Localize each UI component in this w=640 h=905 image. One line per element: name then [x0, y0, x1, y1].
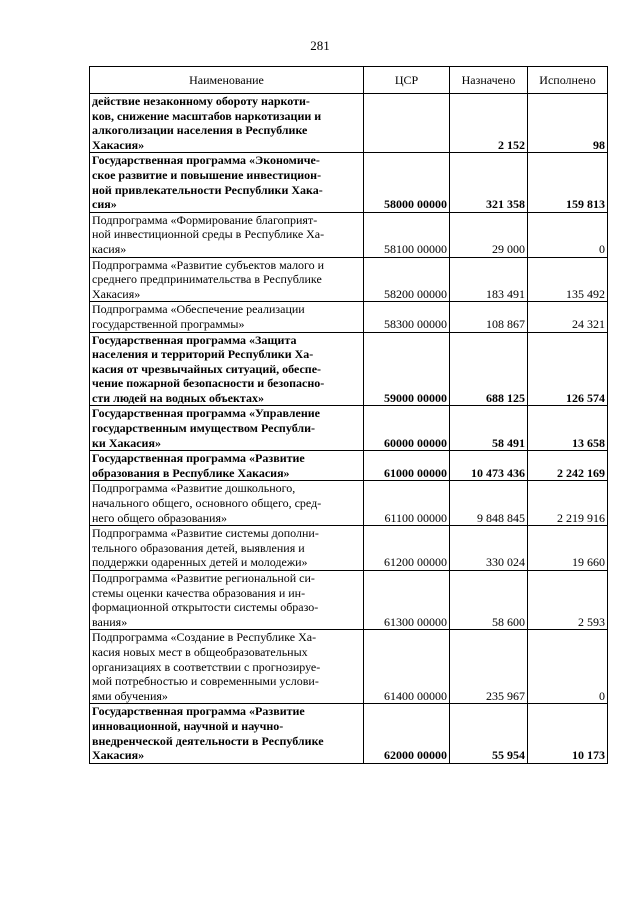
table-row: [90, 406, 608, 451]
row-planned-cell: 58 491: [450, 406, 528, 451]
header-executed: Исполнено: [528, 67, 608, 94]
row-code-cell: 61100 00000: [364, 481, 450, 526]
row-planned-cell: 235 967: [450, 630, 528, 704]
table-row: [90, 704, 608, 763]
row-name-cell: Государственная программа «Развитие инновационной, научной и научно- внедренческой деятельности в Республике Хакасия»: [90, 704, 364, 763]
row-planned-cell: 29 000: [450, 212, 528, 257]
row-code-cell: 61300 00000: [364, 571, 450, 630]
row-code-cell: 61200 00000: [364, 526, 450, 571]
table-row: [90, 571, 608, 630]
row-code-cell: 58000 00000: [364, 153, 450, 212]
row-code-cell: 60000 00000: [364, 406, 450, 451]
table-header-row: [90, 67, 608, 94]
row-executed-cell: 159 813: [528, 153, 608, 212]
table-row: [90, 94, 608, 153]
row-executed-cell: 19 660: [528, 526, 608, 571]
table-row: [90, 451, 608, 481]
row-executed-cell: 2 593: [528, 571, 608, 630]
row-executed-cell: 10 173: [528, 704, 608, 763]
row-planned-cell: 10 473 436: [450, 451, 528, 481]
row-code-cell: 59000 00000: [364, 332, 450, 406]
row-executed-cell: 0: [528, 212, 608, 257]
row-code-cell: [364, 94, 450, 153]
row-name-cell: Подпрограмма «Развитие субъектов малого и среднего предпринимательства в Республике Хакасия»: [90, 257, 364, 302]
row-name-cell: Подпрограмма «Обеспечение реализации государственной программы»: [90, 302, 364, 332]
row-executed-cell: 135 492: [528, 257, 608, 302]
row-executed-cell: 0: [528, 630, 608, 704]
table-body: [90, 94, 608, 764]
row-name-cell: Государственная программа «Экономиче- ское развитие и повышение инвестицион- ной привлекательности Республики Хака- сия»: [90, 153, 364, 212]
page-number: 281: [310, 38, 330, 53]
row-name-cell: Государственная программа «Защита населения и территорий Республики Ха- касия от чрезвычайных ситуаций, обеспе- чение пожарной безопасности и безопасно- сти людей на водных объектах»: [90, 332, 364, 406]
row-planned-cell: 108 867: [450, 302, 528, 332]
header-planned: Назначено: [450, 67, 528, 94]
table-row: [90, 630, 608, 704]
row-planned-cell: 9 848 845: [450, 481, 528, 526]
table-row: [90, 481, 608, 526]
row-code-cell: 58300 00000: [364, 302, 450, 332]
row-name-cell: Подпрограмма «Развитие региональной си- стемы оценки качества образования и ин- формационной открытости системы образо- вания»: [90, 571, 364, 630]
row-name-cell: Государственная программа «Развитие образования в Республике Хакасия»: [90, 451, 364, 481]
row-code-cell: 58100 00000: [364, 212, 450, 257]
row-executed-cell: 98: [528, 94, 608, 153]
row-code-cell: 62000 00000: [364, 704, 450, 763]
row-name-cell: Подпрограмма «Развитие системы дополни- тельного образования детей, выявления и поддержки одаренных детей и молодежи»: [90, 526, 364, 571]
row-executed-cell: 2 219 916: [528, 481, 608, 526]
row-executed-cell: 2 242 169: [528, 451, 608, 481]
row-planned-cell: 688 125: [450, 332, 528, 406]
row-name-cell: Подпрограмма «Формирование благоприят- ной инвестиционной среды в Республике Ха- касия»: [90, 212, 364, 257]
table-row: [90, 153, 608, 212]
row-planned-cell: 2 152: [450, 94, 528, 153]
table-row: [90, 212, 608, 257]
row-planned-cell: 55 954: [450, 704, 528, 763]
row-executed-cell: 13 658: [528, 406, 608, 451]
row-executed-cell: 126 574: [528, 332, 608, 406]
table-row: [90, 302, 608, 332]
row-name-cell: Подпрограмма «Развитие дошкольного, начального общего, основного общего, сред- него общего образования»: [90, 481, 364, 526]
row-planned-cell: 58 600: [450, 571, 528, 630]
table-row: [90, 526, 608, 571]
row-code-cell: 61000 00000: [364, 451, 450, 481]
budget-table: [89, 66, 608, 764]
row-code-cell: 61400 00000: [364, 630, 450, 704]
row-planned-cell: 321 358: [450, 153, 528, 212]
header-name: Наименование: [90, 67, 364, 94]
table-row: [90, 332, 608, 406]
row-code-cell: 58200 00000: [364, 257, 450, 302]
row-name-cell: Подпрограмма «Создание в Республике Ха- касия новых мест в общеобразовательных организациях в соответствии с прогнозируе- мой потребностью и современными услови- ями обучения»: [90, 630, 364, 704]
row-planned-cell: 183 491: [450, 257, 528, 302]
row-planned-cell: 330 024: [450, 526, 528, 571]
header-code: ЦСР: [364, 67, 450, 94]
row-executed-cell: 24 321: [528, 302, 608, 332]
row-name-cell: Государственная программа «Управление государственным имуществом Республи- ки Хакасия»: [90, 406, 364, 451]
row-name-cell: действие незаконному обороту наркоти- ков, снижение масштабов наркотизации и алкоголизации населения в Республике Хакасия»: [90, 94, 364, 153]
table-row: [90, 257, 608, 302]
